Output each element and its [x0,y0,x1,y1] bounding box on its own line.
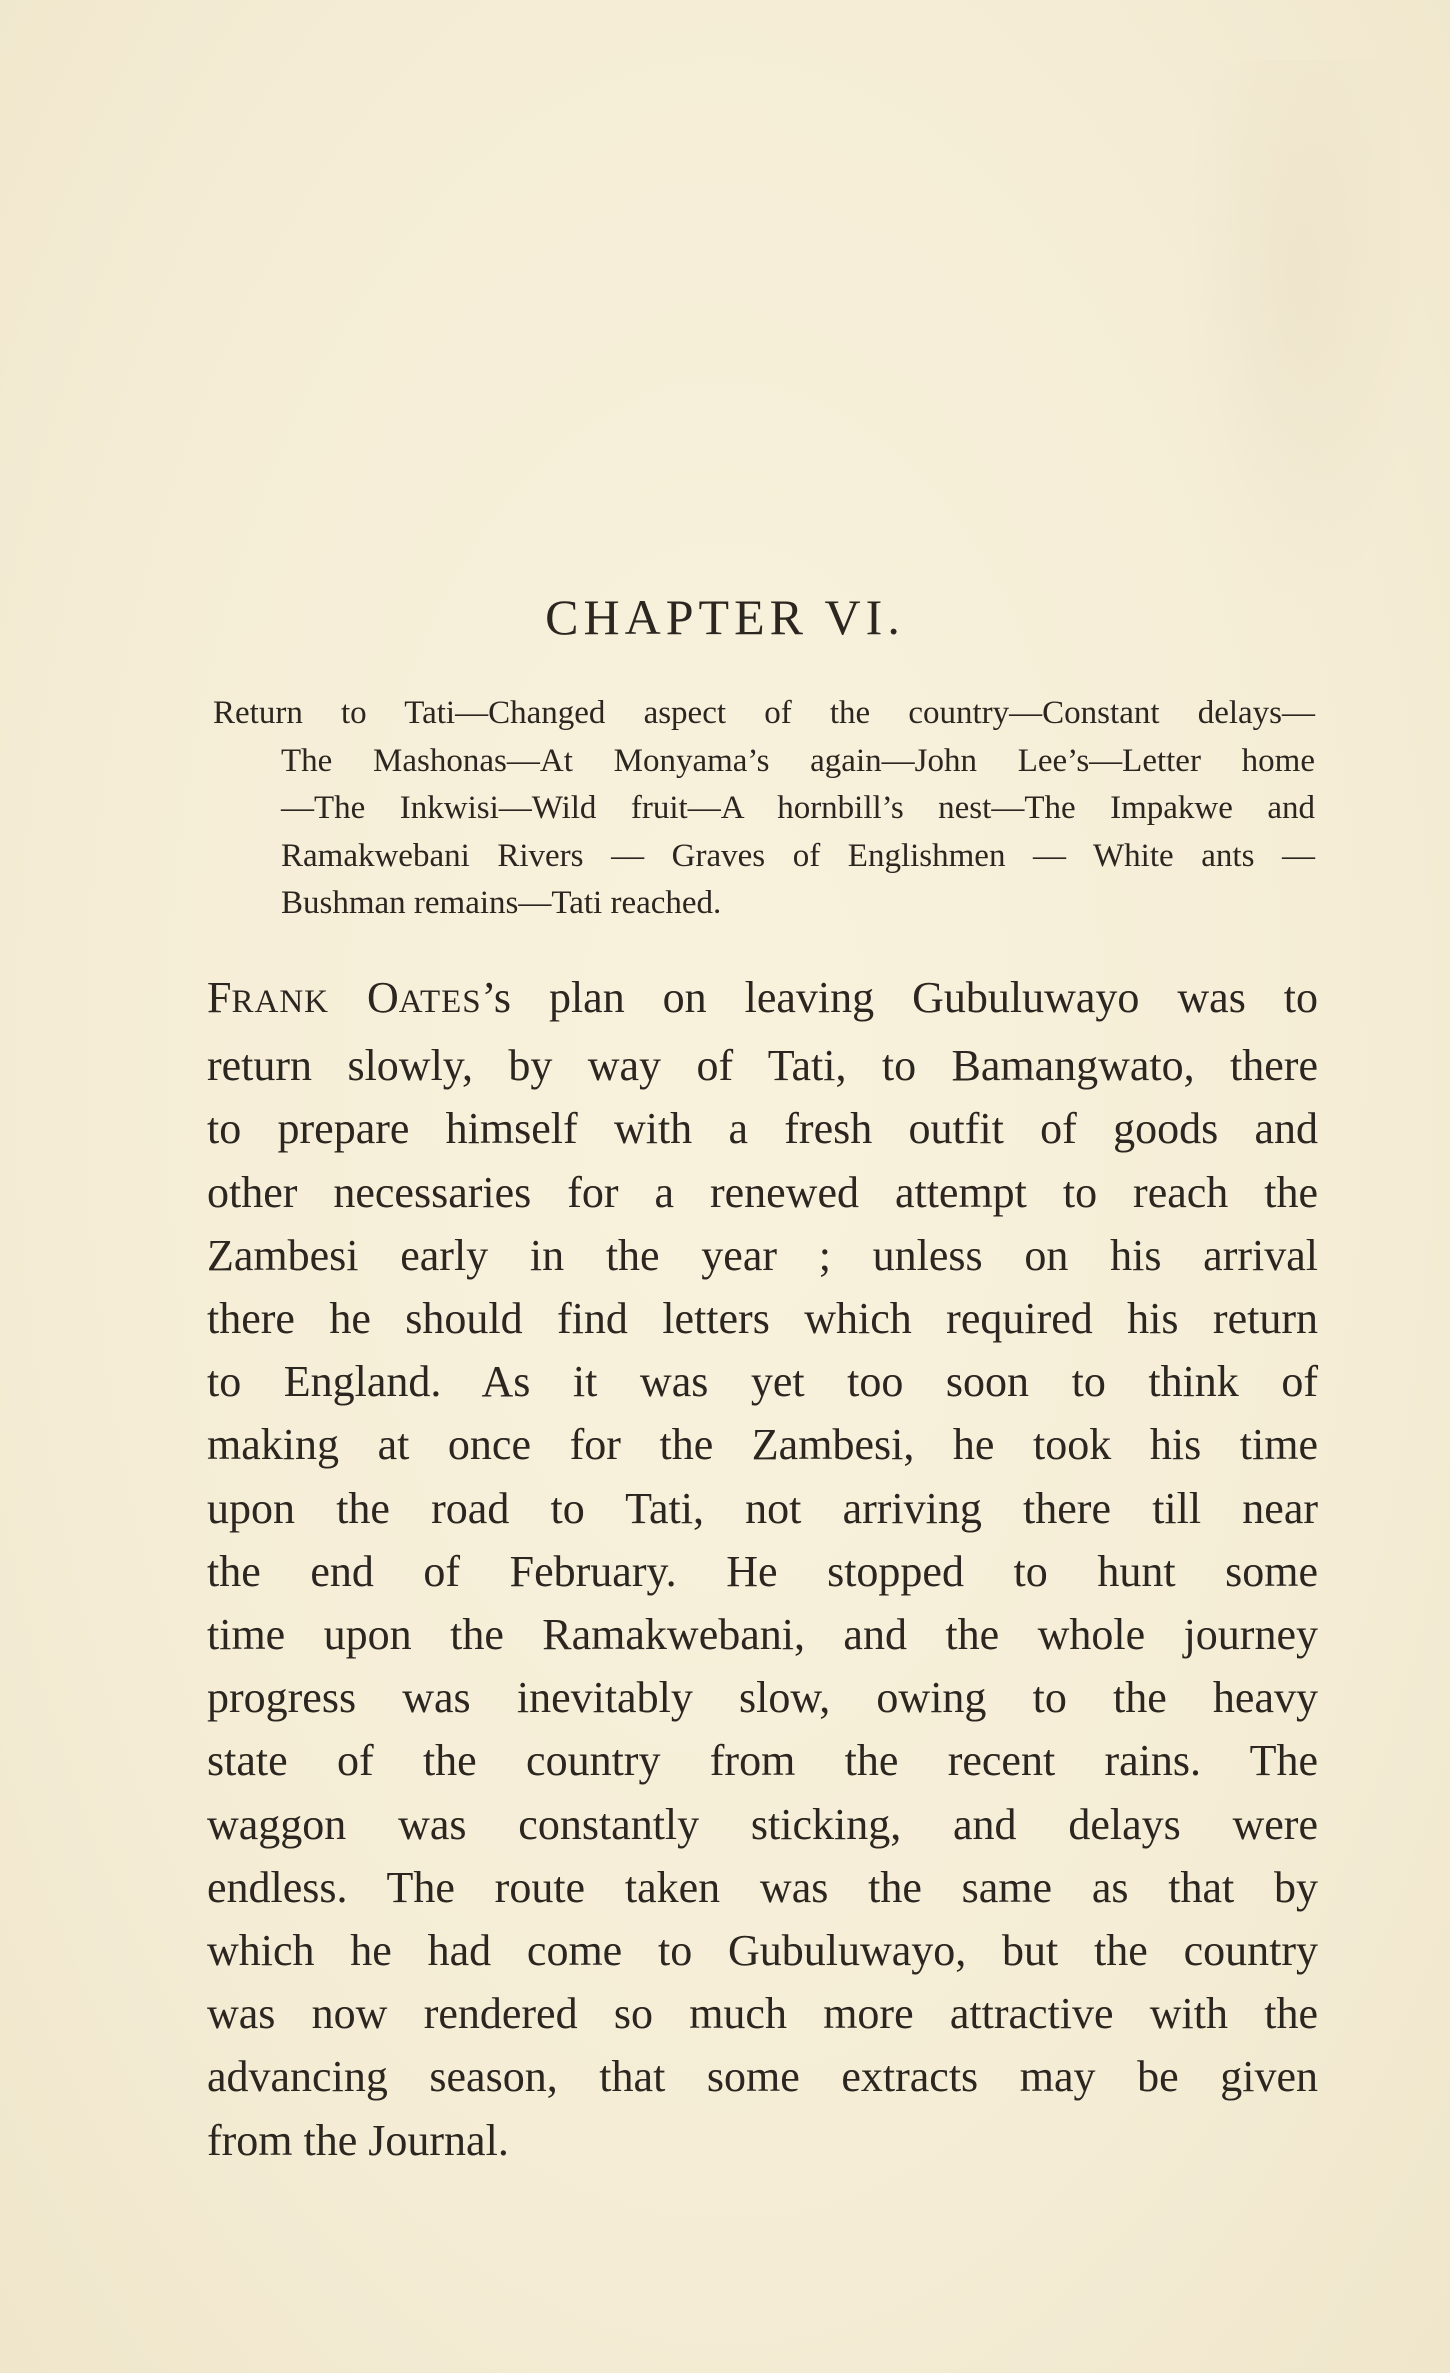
body-line: other necessaries for a renewed attempt to reach the [207,1167,1318,1217]
body-line: return slowly, by way of Tati, to Bamangwato, there [207,1041,1318,1091]
body-line: which he had come to Gubuluwayo, but the country [207,1926,1318,1976]
body-line: endless. The route taken was the same as that by [207,1862,1318,1912]
chapter-synopsis [213,690,1315,928]
small-caps-text: ATES [398,984,482,1020]
opening-line-rest: plan on leaving Gubuluwayo was to [510,973,1319,1022]
show-through-mark [1180,60,1420,620]
body-line: upon the road to Tati, not arriving there till near [207,1483,1318,1533]
small-caps-initial: F [207,973,232,1022]
synopsis-line: Ramakwebani Rivers — Graves of Englishmen — White ants — [281,837,1315,874]
synopsis-line: —The Inkwisi—Wild fruit—A hornbill’s nest—The Impakwe and [281,790,1315,826]
body-line: was now rendered so much more attractive with the [207,1989,1318,2039]
body-line: the end of February. He stopped to hunt some [207,1546,1318,1596]
chapter-heading: CHAPTER VI. [545,589,905,645]
body-line: Zambesi early in the year ; unless on his arrival [207,1230,1318,1280]
body-line: from the Journal. [207,2115,509,2165]
body-line: to England. As it was yet too soon to think of [207,1357,1318,1407]
body-line: waggon was constantly sticking, and delays were [207,1799,1318,1849]
synopsis-line: Bushman remains—Tati reached. [281,885,722,921]
body-line: state of the country from the recent rains. The [207,1736,1318,1786]
body-line: time upon the Ramakwebani, and the whole journey [207,1610,1318,1660]
body-line: to prepare himself with a fresh outfit of goods and [207,1104,1318,1154]
synopsis-line: Return to Tati—Changed aspect of the country—Constant delays— [213,695,1315,731]
small-caps-initial: O [366,973,399,1022]
body-line: there he should find letters which required his return [207,1294,1318,1344]
body-line: making at once for the Zambesi, he took his time [207,1420,1318,1470]
body-paragraph [207,966,1318,2172]
synopsis-line: The Mashonas—At Monyama’s again—John Lee’s—Letter home [281,742,1315,779]
possessive-suffix: ’s [481,973,511,1022]
body-line: advancing season, that some extracts may be given [207,2052,1318,2102]
body-line-opening [207,966,1318,1034]
small-caps-text: RANK [231,984,329,1020]
body-line: progress was inevitably slow, owing to the heavy [207,1673,1318,1723]
